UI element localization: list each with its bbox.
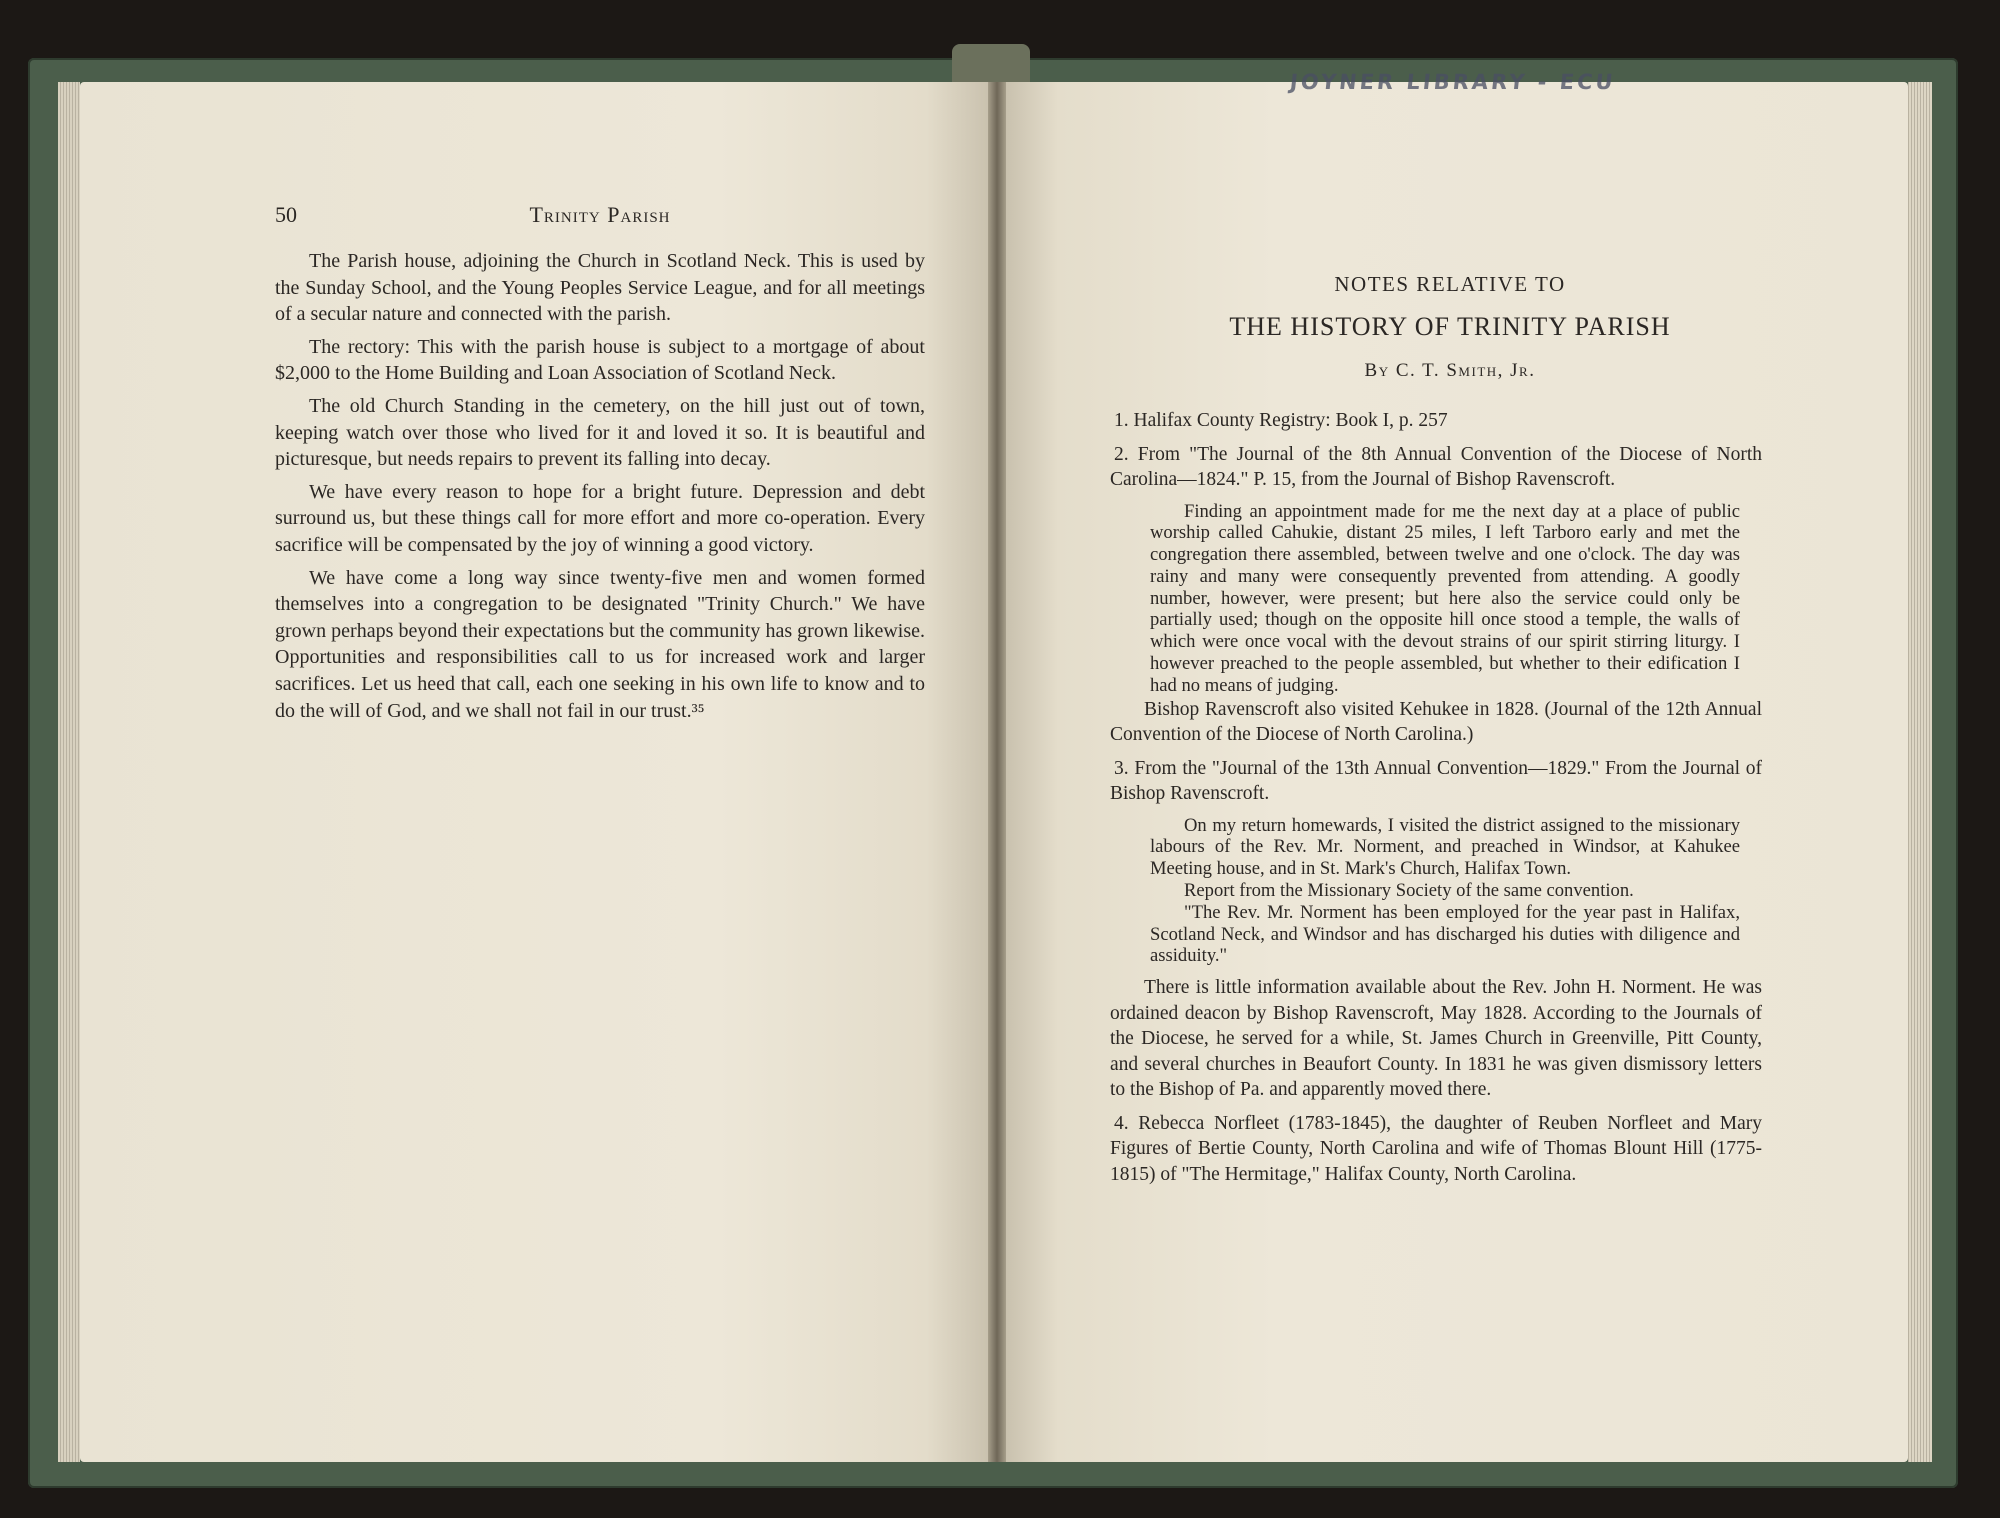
paragraph: The old Church Standing in the cemetery, on the hill just out of town, keeping watch over those who lived for it and loved it so. It is beautiful and picturesque, but needs repairs to prevent its falling into decay.: [275, 394, 925, 471]
note-3: 3. From the "Journal of the 13th Annual Convention—1829." From the Journal of Bishop Ravenscroft.: [1110, 757, 1762, 805]
paragraph: We have come a long way since twenty-five men and women formed themselves into a congregation to be designated "Trinity Church." We have grown perhaps beyond their expectations but the community has grown likewise. Opportunities and responsibilities call to us for increased work and larger sacrifices. Let us heed that call, each one seeking in his own life to know and to do the will of God, and we shall not fail in our trust.³⁵: [275, 566, 925, 722]
section-title-line1: NOTES RELATIVE TO: [1334, 272, 1566, 296]
right-page-body: [1110, 408, 1762, 1195]
paragraph: The Parish house, adjoining the Church in Scotland Neck. This is used by the Sunday School, and the Young Peoples Service League, and for all meetings of a secular nature and connected with the parish.: [275, 250, 925, 326]
page-edges-right: [1908, 82, 1932, 1462]
note-4: 4. Rebecca Norfleet (1783-1845), the daughter of Reuben Norfleet and Mary Figures of Bertie County, North Carolina and wife of Thomas Blount Hill (1775-1815) of "The Hermitage," Halifax County, North Carolina.: [1110, 1112, 1762, 1185]
library-stamp: JOYNER LIBRARY - ECU: [1288, 70, 1617, 94]
quote: Finding an appointment made for me the next day at a place of public worship called Cahukie, distant 25 miles, I left Tarboro early and met the congregation there assembled, between twelve and one o'clock. The day was rainy and many were consequently prevented from attending. A goodly number, however, were present; but here also the service could only be partially used; though on the opposite hill once stood a temple, the walls of which were once vocal with the devout strains of our spirit stirring liturgy. I however preached to the people assembled, but whether to their edification I had no means of judging.: [1150, 500, 1740, 696]
page-number: 50: [275, 202, 297, 227]
quote: On my return homewards, I visited the district assigned to the missionary labours of the Rev. Mr. Norment, and preached in Windsor, at Kahukee Meeting house, and in St. Mark's Church, Halifax Town.: [1150, 814, 1740, 880]
report-line: Report from the Missionary Society of the same convention.: [1184, 880, 1634, 902]
quote: "The Rev. Mr. Norment has been employed for the year past in Halifax, Scotland Neck, and Windsor and has discharged his duties with diligence and assiduity.": [1150, 901, 1740, 967]
note-3-continuation: There is little information available about the Rev. John H. Norment. He was ordained deacon by Bishop Ravenscroft, May 1828. According to the Journals of the Diocese, he served for a while, St. James Church in Greenville, Pitt County, and several churches in Beaufort County. In 1831 he was given dismissory letters to the Bishop of Pa. and apparently moved there.: [1110, 977, 1762, 1101]
note-2-quote-block: [1150, 501, 1740, 697]
paragraph: We have every reason to hope for a bright future. Depression and debt surround us, but these things call for more effort and more co-operation. Every sacrifice will be compensated by the joy of winning a good victory.: [275, 480, 925, 556]
book-gutter: [988, 82, 1006, 1462]
author-byline: By C. T. Smith, Jr.: [1364, 360, 1536, 381]
paragraph: The rectory: This with the parish house is subject to a mortgage of about $2,000 to the Home Building and Loan Association of Scotland Neck.: [275, 335, 925, 385]
book-spine: [952, 44, 1030, 84]
note-2: 2. From "The Journal of the 8th Annual Convention of the Diocese of North Carolina—1824." P. 15, from the Journal of Bishop Ravenscroft.: [1110, 443, 1762, 490]
page-edges-left: [58, 82, 80, 1462]
left-page-body: [275, 248, 925, 730]
note-1: 1. Halifax County Registry: Book I, p. 257: [1114, 410, 1448, 431]
running-head: Trinity Parish: [529, 202, 671, 227]
note-3-quote-block: [1150, 815, 1740, 968]
note-2-continuation: Bishop Ravenscroft also visited Kehukee in 1828. (Journal of the 12th Annual Convention of the Diocese of North Carolina.): [1110, 698, 1762, 746]
section-title-line2: THE HISTORY OF TRINITY PARISH: [1229, 312, 1671, 341]
left-page-header: [275, 202, 925, 232]
